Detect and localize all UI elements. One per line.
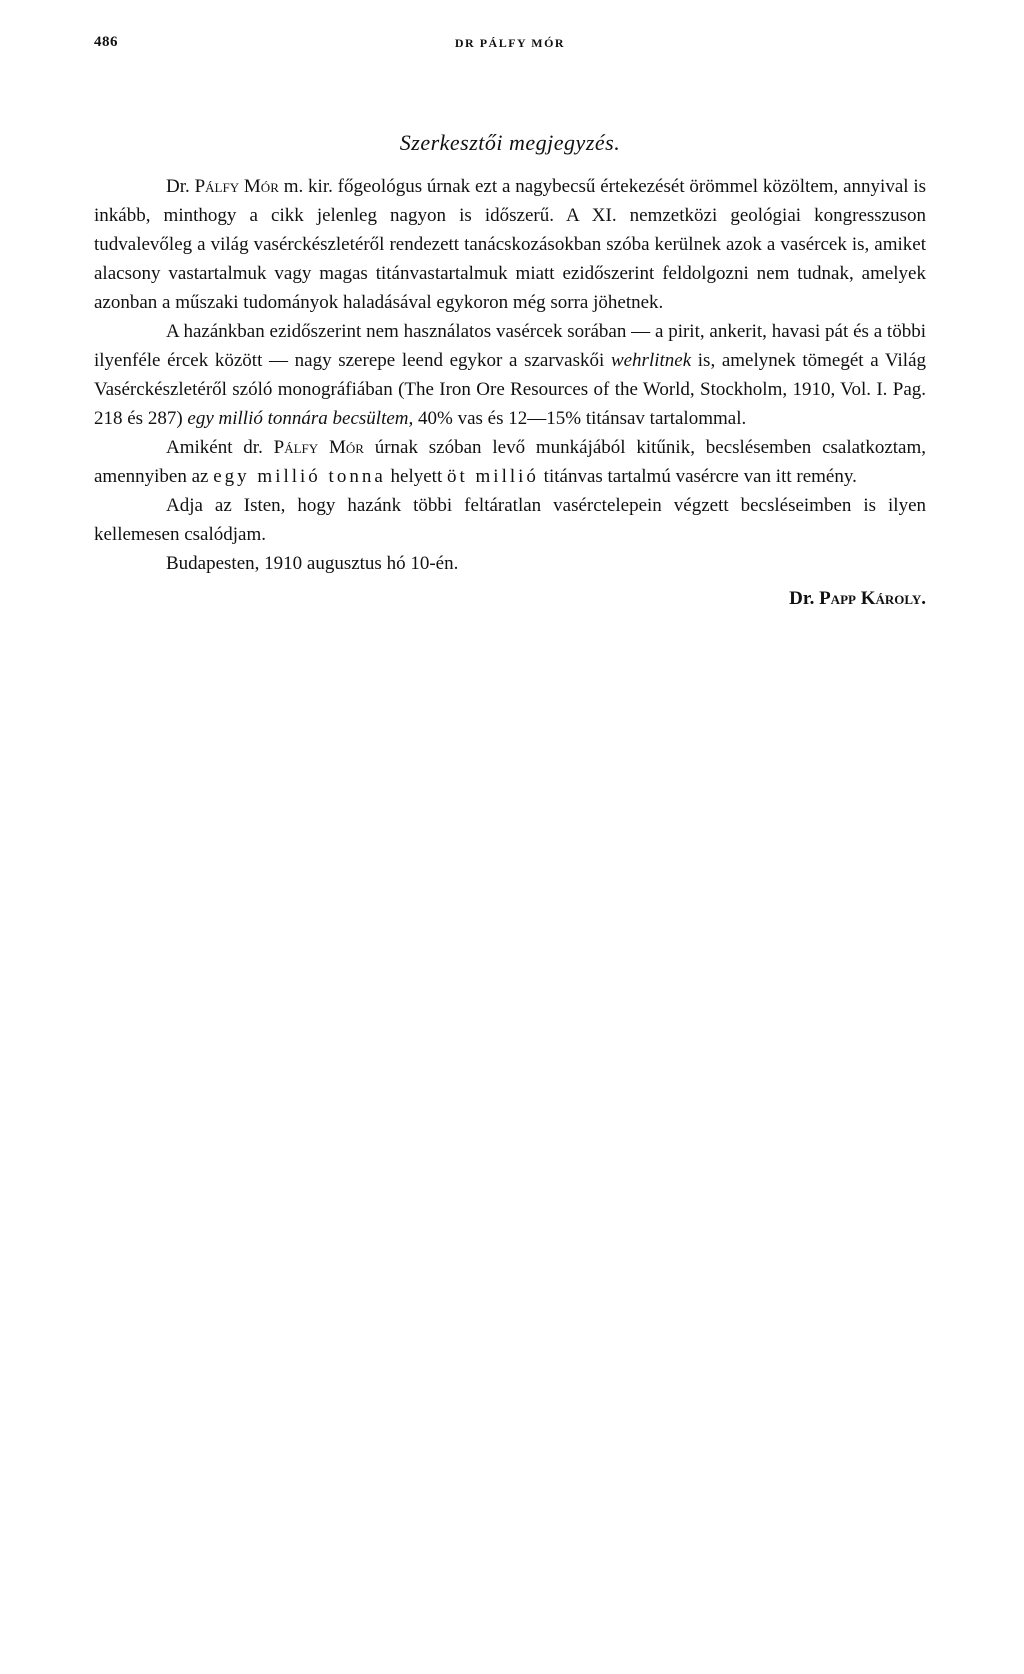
p1-author-name: Pálfy Mór (194, 176, 279, 197)
paragraph-3 (94, 433, 926, 491)
p3-author-name: Pálfy Mór (273, 437, 364, 458)
p3-part1: Amiként dr. (166, 437, 274, 458)
paragraph-2 (94, 317, 926, 433)
section-title: Szerkesztői megjegyzés. (399, 130, 621, 155)
p3-part4: titánvas tartalmú vasércre van itt remény. (538, 466, 857, 487)
page-number: 486 (94, 34, 118, 50)
signature-dr: Dr. (789, 588, 820, 609)
p1-text: m. kir. főgeológus úrnak ezt a nagybecsű értekezését örömmel közöltem, annyival is inkább, minthogy a cikk jelenleg nagyon is időszerű. A XI. nemzetközi geológiai kongresszuson tudvalevőleg a világ vasérckészletéről rendezett tanácskozásokban szóba kerülnek azok a vasércek is, amiket alacsony vastartalmuk vagy magas titánvastartalmuk miatt ezidőszerint feldolgozni nem tudnak, amelyek azonban a műszaki tudományok haladásával egykoron még sorra jöhetnek. (94, 176, 927, 313)
paragraph-5: Budapesten, 1910 augusztus hó 10-én. (166, 553, 459, 574)
p3-part2: úrnak szóban levő munkájából kitűnik, becslésemben csalatkoztam, amennyiben az (94, 437, 927, 487)
p2-part3: 40% vas és 12—15% titánsav tartalommal. (413, 408, 747, 429)
signature-name: Papp Károly. (819, 588, 926, 609)
running-head-title: DR PÁLFY MÓR (454, 36, 566, 50)
signature (94, 584, 926, 613)
body-text (94, 172, 926, 613)
p3-part3: helyett (385, 466, 447, 487)
paragraph-1 (94, 172, 926, 317)
p2-estimate: egy millió tonnára becsültem, (187, 408, 414, 429)
p1-dr: Dr. (166, 176, 195, 197)
p2-part2: is, amelynek tömegét a Világ Vasérckészletéről szóló monográfiában (The Iron Ore Resources of the World, Stockholm, 1910, Vol. I. Pag. 218 és 287) (94, 350, 926, 429)
p3-spaced-2: öt millió (446, 466, 539, 487)
p2-mineral: wehrlitnek (610, 350, 692, 371)
p3-spaced-1: egy millió tonna (213, 466, 386, 487)
running-head (94, 34, 926, 58)
p2-part1: A hazánkban ezidőszerint nem használatos vasércek sorában — a pirit, ankerit, havasi pát és a többi ilyenféle ércek között — nagy szerepe leend egykor a szarvaskői (94, 321, 926, 371)
paragraph-4: Adja az Isten, hogy hazánk többi feltáratlan vasérctelepein végzett becsléseimben is ilyen kellemesen csalódjam. (94, 495, 926, 545)
